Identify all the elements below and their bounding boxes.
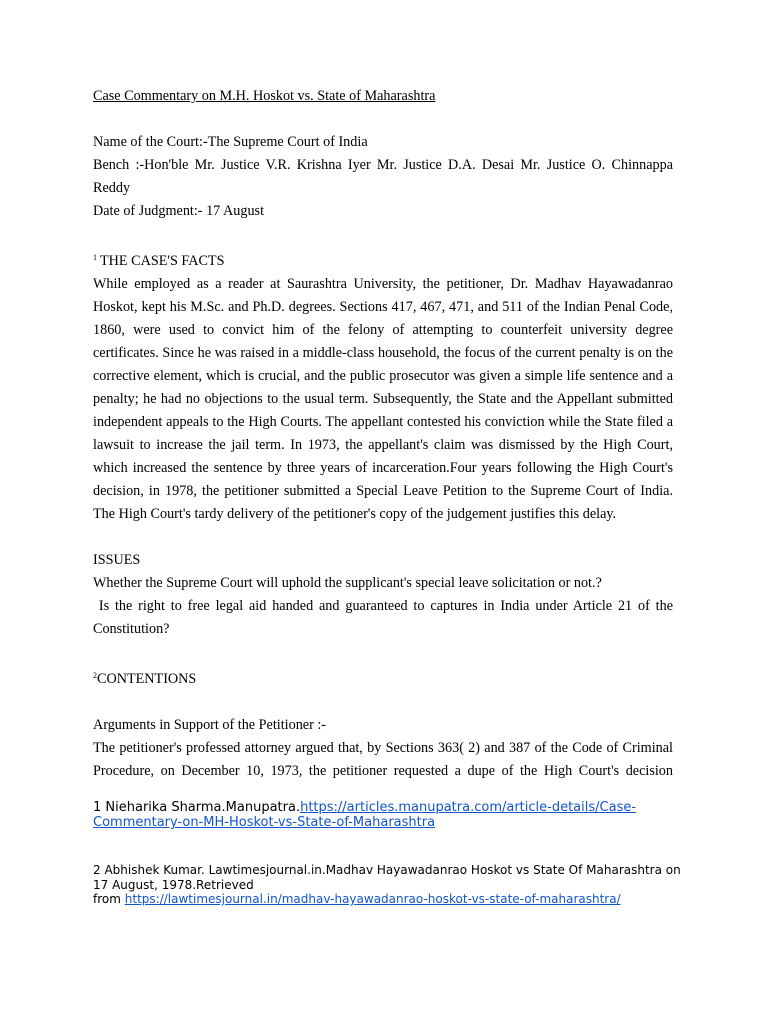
court-line: Name of the Court:-The Supreme Court of India (93, 134, 368, 150)
spacer (93, 641, 673, 664)
bench-line: Bench :-Hon'ble Mr. Justice V.R. Krishna Iyer Mr. Justice D.A. Desai Mr. Justice O. Chinnappa Reddy (93, 157, 673, 196)
spacer (93, 108, 673, 131)
footnote-marker: 1 (93, 253, 97, 262)
spacer (93, 526, 673, 549)
contentions-heading: CONTENTIONS (97, 671, 197, 687)
footnote-marker: 2 (93, 671, 97, 680)
contentions-subheading: Arguments in Support of the Petitioner :- (93, 717, 327, 733)
spacer (93, 691, 673, 714)
footnote-text: Abhishek Kumar. Lawtimesjournal.in.Madhav Hayawadanrao Hoskot vs State Of Maharashtra on 17 August, 1978.Retrieved (93, 863, 681, 892)
footnotes-section (93, 800, 693, 907)
footnote-link[interactable]: https://lawtimesjournal.in/madhav-hayawadanrao-hoskot-vs-state-of-maharashtra/ (124, 892, 621, 906)
facts-paragraph: While employed as a reader at Saurashtra University, the petitioner, Dr. Madhav Hayawadanrao Hoskot, kept his M.Sc. and Ph.D. degrees. Sections 417, 467, 471, and 511 of the Indian Penal Code, 1860, were used to convict him of the felony of attempting to counterfeit university degree certificates. Since he was raised in a middle-class household, the focus of the current penalty is on the corrective element, which is crucial, and the public prosecutor was given a simple life sentence and a penalty; he had no objections to the usual term. Subsequently, the State and the Appellant submitted independent appeals to the High Courts. The appellant contested his conviction while the State filed a lawsuit to increase the jail term. In 1973, the appellant's claim was dismissed by the High Court, which increased the sentence by three years of incarceration.Four years following the High Court's decision, in 1978, the petitioner submitted a Special Leave Petition to the Supreme Court of India. The High Court's tardy delivery of the petitioner's copy of the judgement justifies this delay. (93, 276, 673, 522)
footnote-number: 2 (93, 863, 101, 877)
document-title: Case Commentary on M.H. Hoskot vs. State of Maharashtra (93, 88, 436, 104)
spacer (93, 223, 673, 246)
contentions-heading-line (93, 664, 673, 691)
footnote-prefix: from (93, 892, 121, 906)
footnote-2 (93, 863, 693, 907)
facts-heading: THE CASE'S FACTS (100, 253, 225, 269)
issues-heading: ISSUES (93, 552, 141, 568)
facts-heading-line (93, 246, 673, 273)
footnote-link[interactable]: https://articles.manupatra.com/article-details/Case-Commentary-on-MH-Hoskot-vs-State-of-Maharashtra (93, 800, 637, 830)
document-body (93, 85, 677, 783)
issue-item: Whether the Supreme Court will uphold the supplicant's special leave solicitation or not.? (93, 575, 602, 591)
date-line: Date of Judgment:- 17 August (93, 203, 265, 219)
contentions-paragraph: The petitioner's professed attorney argued that, by Sections 363( 2) and 387 of the Code of Criminal Procedure, on December 10, 1973, the petitioner requested a dupe of the High Court's decision (93, 740, 673, 779)
footnote-text: Nieharika Sharma.Manupatra. (105, 800, 301, 815)
footnote-1 (93, 800, 693, 830)
issue-item: Is the right to free legal aid handed and guaranteed to captures in India under Article 21 of the Constitution? (93, 598, 677, 637)
footnote-number: 1 (93, 800, 102, 815)
